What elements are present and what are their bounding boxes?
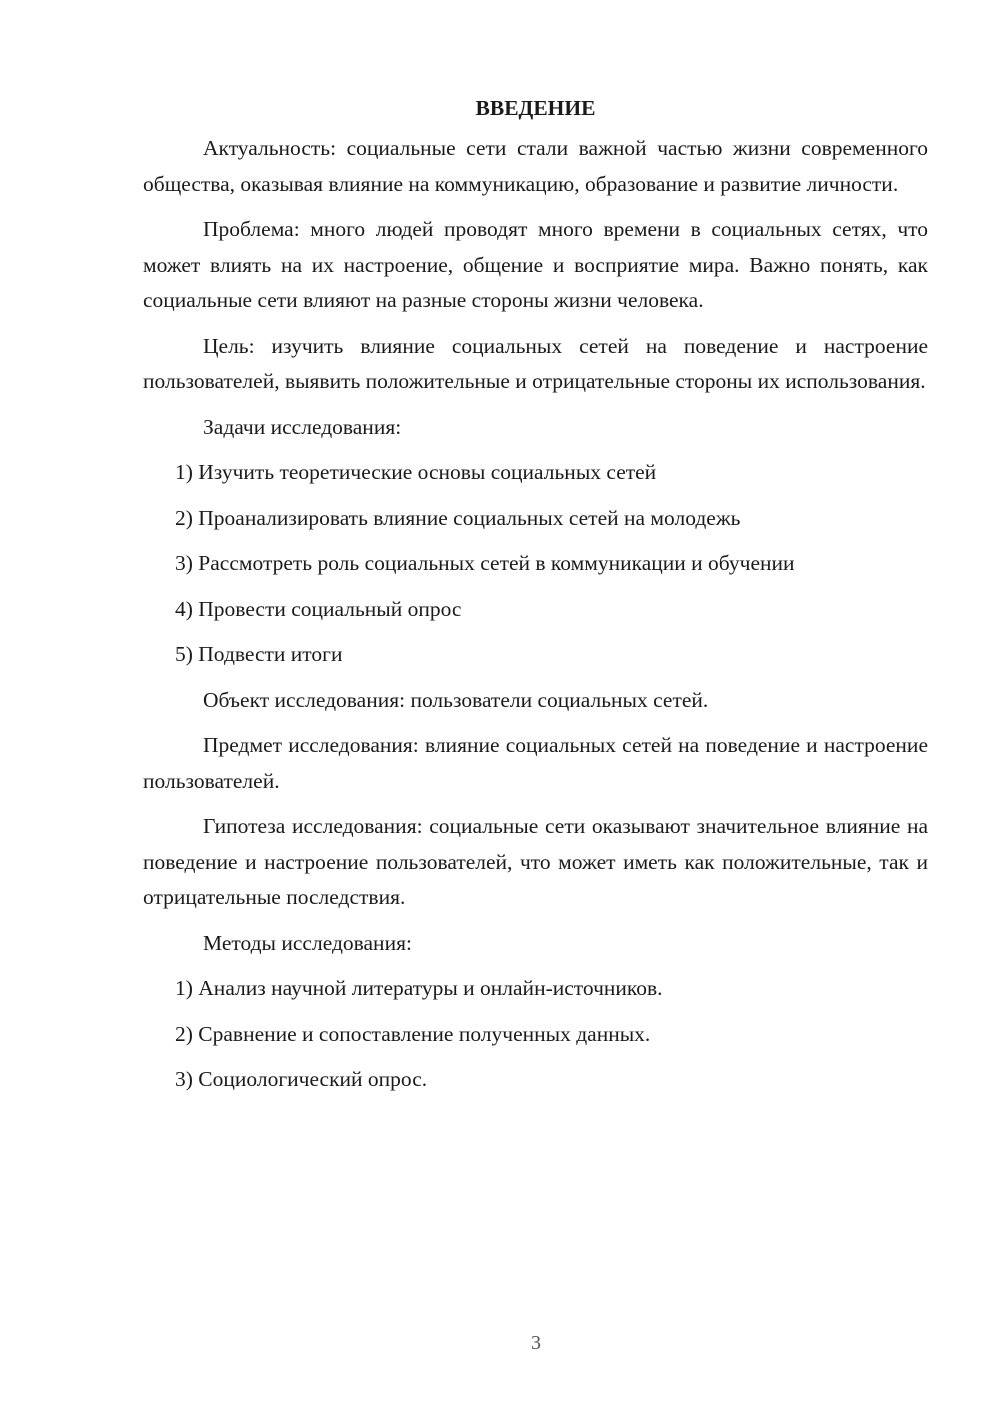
method-item: 3) Социологический опрос. [175, 1067, 428, 1091]
relevance-paragraph: Актуальность: социальные сети стали важной частью жизни современного общества, оказывая влияние на коммуникацию, образование и развитие личности. [143, 136, 928, 196]
hypothesis-paragraph: Гипотеза исследования: социальные сети оказывают значительное влияние на поведение и настроение пользователей, что может иметь как положительные, так и отрицательные последствия. [143, 814, 928, 909]
methods-label: Методы исследования: [203, 930, 412, 955]
task-item: 2) Проанализировать влияние социальных сетей на молодежь [175, 505, 741, 530]
task-item: 1) Изучить теоретические основы социальных сетей [175, 460, 657, 484]
subject-paragraph: Предмет исследования: влияние социальных сетей на поведение и настроение пользователей. [143, 733, 928, 793]
method-item: 2) Сравнение и сопоставление полученных данных. [175, 1021, 651, 1046]
page-content [143, 91, 928, 1108]
goal-paragraph: Цель: изучить влияние социальных сетей на поведение и настроение пользователей, выявить положительные и отрицательные стороны их использования. [143, 333, 928, 393]
page-number: 3 [531, 1332, 541, 1354]
method-item: 1) Анализ научной литературы и онлайн-источников. [175, 976, 663, 1000]
task-item: 5) Подвести итоги [175, 642, 343, 666]
object-paragraph: Объект исследования: пользователи социальных сетей. [203, 687, 709, 712]
problem-paragraph: Проблема: много людей проводят много времени в социальных сетях, что может влиять на их настроение, общение и восприятие мира. Важно понять, как социальные сети влияют на разные стороны жизни человека. [143, 217, 928, 312]
section-heading: ВВЕДЕНИЕ [475, 96, 596, 120]
tasks-label: Задачи исследования: [203, 414, 402, 439]
methods-list [143, 971, 928, 1098]
tasks-list [143, 455, 928, 673]
task-item: 3) Рассмотреть роль социальных сетей в коммуникации и обучении [175, 551, 795, 575]
task-item: 4) Провести социальный опрос [175, 596, 462, 621]
